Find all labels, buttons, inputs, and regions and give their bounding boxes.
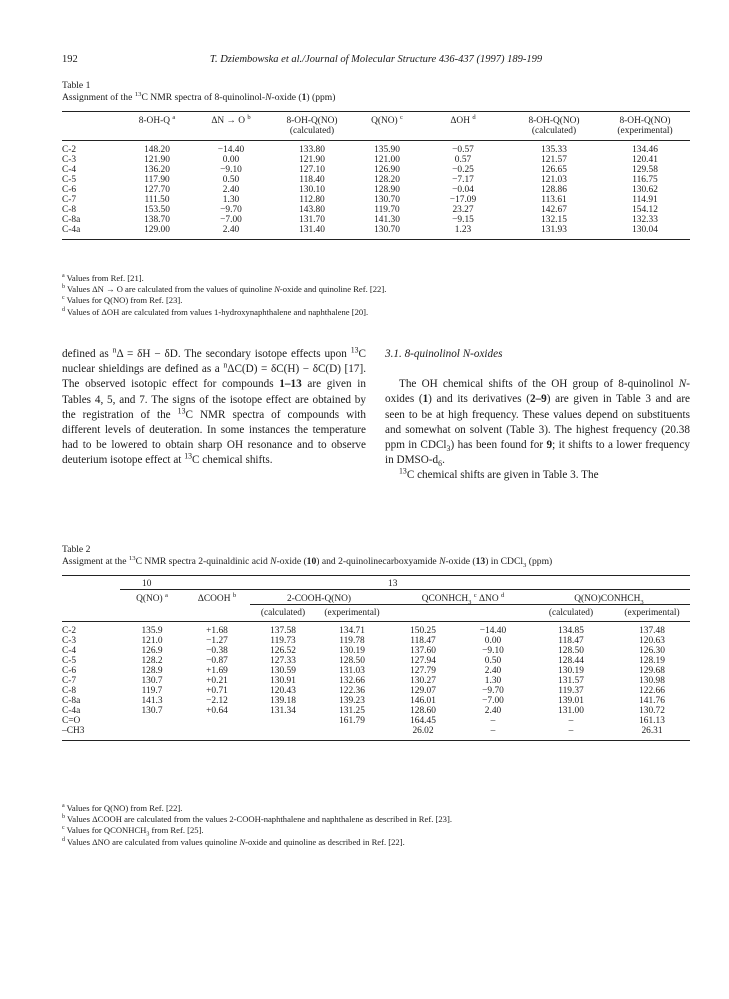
table-cell: 146.01 bbox=[410, 696, 436, 706]
table-cell: −0.25 bbox=[452, 165, 474, 175]
table-cell: 138.70 bbox=[144, 215, 170, 225]
table1-col-head: ΔN → O $^b$ bbox=[194, 112, 268, 127]
table2-col-head: Q(NO) $^a$ bbox=[136, 592, 168, 605]
table-cell: +0.64 bbox=[206, 706, 228, 716]
table-cell: 130.04 bbox=[600, 225, 690, 240]
table-cell: 133.80 bbox=[299, 145, 325, 155]
table-cell bbox=[250, 716, 316, 726]
table-row bbox=[62, 676, 690, 686]
table-cell: 142.67 bbox=[541, 205, 567, 215]
table-cell: 119.78 bbox=[339, 636, 365, 646]
table-row bbox=[62, 225, 690, 240]
table-cell: 0.57 bbox=[454, 155, 472, 165]
table-cell: 141.76 bbox=[639, 696, 665, 706]
table-cell: 126.30 bbox=[639, 646, 665, 656]
table1-col-head: Q(NO) $^c$ bbox=[356, 112, 418, 127]
table2-group-10: 10 bbox=[120, 576, 388, 590]
table-cell: 114.91 bbox=[632, 195, 658, 205]
table-cell bbox=[250, 726, 316, 741]
table-cell: 130.59 bbox=[270, 666, 296, 676]
table-cell: 128.2 bbox=[141, 656, 163, 666]
table-cell: 132.66 bbox=[339, 676, 365, 686]
table-cell: 111.50 bbox=[144, 195, 170, 205]
table-cell: 26.31 bbox=[614, 726, 690, 741]
table-cell: +1.68 bbox=[206, 626, 228, 636]
body-paragraph: defined as $^n$Δ = δH − δD. The secondary isotope effects upon $^{13}$C nuclear shieldings are defined as a $^n$ΔC(D) = δC(H) − δC(D) [17]. The observed isotopic effect for compounds 1–13 are given in Tables 4, 5, and 7. The signs of the isotope effect are obtained by the registration of the $^{13}$C NMR spectra of compounds with different levels of deuteration. In some instances the temperature had to be lowered to obtain sharp OH resonance and to observe deuterium isotope effect at $^{13}$C chemical shifts. bbox=[62, 345, 366, 467]
table-cell: 127.79 bbox=[410, 666, 436, 676]
table-cell: 126.52 bbox=[270, 646, 296, 656]
table-cell: 131.57 bbox=[558, 676, 584, 686]
table2-subheader-row bbox=[62, 605, 690, 622]
table-cell: −7.00 bbox=[220, 215, 242, 225]
row-label: C-7 bbox=[62, 676, 77, 686]
table-cell: 135.9 bbox=[141, 626, 163, 636]
table-cell: 122.66 bbox=[639, 686, 665, 696]
table-cell: 128.50 bbox=[339, 656, 365, 666]
table2-header-row bbox=[62, 590, 690, 605]
table-cell: 139.23 bbox=[339, 696, 365, 706]
table-cell: 131.40 bbox=[268, 225, 356, 240]
table-cell: 131.00 bbox=[558, 706, 584, 716]
table-row bbox=[62, 195, 690, 205]
table-cell: 131.03 bbox=[339, 666, 365, 676]
table-row bbox=[62, 185, 690, 195]
table-cell: 130.19 bbox=[339, 646, 365, 656]
table-cell: −0.57 bbox=[452, 145, 474, 155]
table-cell: 117.90 bbox=[144, 175, 170, 185]
table1-footnote: $^c$ Values for Q(NO) from Ref. [23]. bbox=[62, 295, 183, 306]
table2-footnote: $^b$ Values ΔCOOH are calculated from the values 2-COOH-naphthalene and naphthalene as described in Ref. [23]. bbox=[62, 814, 452, 825]
table-cell: 120.41 bbox=[632, 155, 658, 165]
table-cell: 112.80 bbox=[299, 195, 325, 205]
table-cell: −14.40 bbox=[479, 626, 507, 636]
table-row bbox=[62, 622, 690, 637]
table-row bbox=[62, 716, 690, 726]
table1-footnote: $^b$ Values ΔN → O are calculated from the values of quinoline N-oxide and quinoline Ref. [22]. bbox=[62, 284, 387, 295]
row-label: C-6 bbox=[62, 666, 77, 676]
table2-col-subhead: (experimental) bbox=[614, 605, 690, 622]
table-cell: 121.57 bbox=[541, 155, 567, 165]
table2-col-head: $QCONHCH_3$ $^c$ ΔNO $^d$ bbox=[388, 590, 528, 605]
table-cell: 120.63 bbox=[639, 636, 665, 646]
table-cell: 127.94 bbox=[410, 656, 436, 666]
table-cell: 128.60 bbox=[410, 706, 436, 716]
table2-footnote: $^d$ Values ΔNO are calculated from values quinoline N-oxide and quinoline as described in Ref. [22]. bbox=[62, 836, 405, 847]
table-row bbox=[62, 215, 690, 225]
table-cell: 126.90 bbox=[374, 165, 400, 175]
table-cell: 137.58 bbox=[270, 626, 296, 636]
table-cell: 0.00 bbox=[222, 155, 240, 165]
table-cell: 141.3 bbox=[141, 696, 163, 706]
table-cell: −9.10 bbox=[482, 646, 504, 656]
table1-caption bbox=[62, 80, 335, 104]
table-cell: 134.46 bbox=[632, 145, 658, 155]
table-cell: 131.70 bbox=[299, 215, 325, 225]
row-label: C-2 bbox=[62, 626, 77, 636]
table-cell: 2.40 bbox=[194, 225, 268, 240]
table-cell: 121.90 bbox=[299, 155, 325, 165]
body-paragraph: The OH chemical shifts of the OH group of 8-quinolinol N-oxides (1) and its derivatives (2–9) are given in Table 3 and are seen to be at high frequency. These values depend on substituents and somewhat on solvent (Table 3). The highest frequency (20.38 ppm in CDCl$_3$) has been found for 9; it shifts to a lower frequency in DMSO-$d_6$. bbox=[385, 378, 691, 469]
table-cell: 120.43 bbox=[270, 686, 296, 696]
table1-col-subhead: (experimental) bbox=[600, 126, 690, 141]
table-cell: −9.15 bbox=[452, 215, 474, 225]
row-label: C-4a bbox=[62, 225, 120, 240]
table-cell: +1.69 bbox=[206, 666, 228, 676]
table-cell: – bbox=[528, 726, 614, 741]
table-cell: 143.80 bbox=[299, 205, 325, 215]
table-row bbox=[62, 696, 690, 706]
table-cell: 161.13 bbox=[639, 716, 665, 726]
table-cell: 0.50 bbox=[484, 656, 502, 666]
table-cell: 153.50 bbox=[144, 205, 170, 215]
table-cell: 135.33 bbox=[541, 145, 567, 155]
row-label: C-8 bbox=[62, 686, 77, 696]
table-cell: −2.12 bbox=[206, 696, 228, 706]
table-cell: 129.00 bbox=[120, 225, 194, 240]
table-cell: 135.90 bbox=[374, 145, 400, 155]
table-cell: 136.20 bbox=[144, 165, 170, 175]
table-cell: 121.00 bbox=[374, 155, 400, 165]
table-cell: 113.61 bbox=[541, 195, 567, 205]
table-cell: 134.85 bbox=[558, 626, 584, 636]
table-cell: 129.58 bbox=[632, 165, 658, 175]
row-label: C-5 bbox=[62, 656, 77, 666]
table-row bbox=[62, 656, 690, 666]
table-cell: 129.68 bbox=[639, 666, 665, 676]
journal-citation: T. Dziembowska et al./Journal of Molecular Structure 436-437 (1997) 189-199 bbox=[209, 54, 543, 65]
table-cell: 119.70 bbox=[374, 205, 400, 215]
table2-col-subhead: (calculated) bbox=[528, 605, 614, 622]
table-cell: +0.21 bbox=[206, 676, 228, 686]
table-cell: 130.7 bbox=[141, 676, 163, 686]
table-cell: 126.65 bbox=[541, 165, 567, 175]
table-row bbox=[62, 636, 690, 646]
body-text-right bbox=[385, 347, 690, 484]
table-row bbox=[62, 646, 690, 656]
table-cell: 128.19 bbox=[639, 656, 665, 666]
table1-label: Table 1 bbox=[62, 80, 91, 91]
table1-col-subhead: (calculated) bbox=[268, 126, 356, 141]
table-cell: −7.17 bbox=[452, 175, 474, 185]
table1-col-head: 8-OH-Q $^a$ bbox=[120, 112, 194, 127]
table1-col-head: 8-OH-Q(NO) bbox=[268, 112, 356, 127]
table-cell: 1.30 bbox=[222, 195, 240, 205]
row-label: C-4 bbox=[62, 646, 77, 656]
table1-footnotes bbox=[62, 269, 386, 318]
table2-footnote: $^c$ Values for $QCONHCH_3$ from Ref. [25]. bbox=[62, 825, 204, 839]
table1-footnote: $^a$ Values from Ref. [21]. bbox=[62, 273, 144, 283]
table-cell: 131.34 bbox=[270, 706, 296, 716]
table-row bbox=[62, 165, 690, 175]
table1-title: Assignment of the $^{13}$C NMR spectra of 8-quinolinol-N-oxide (1) (ppm) bbox=[62, 90, 336, 103]
table-cell: 119.37 bbox=[558, 686, 584, 696]
row-label: C-2 bbox=[62, 145, 77, 155]
table-cell: 128.44 bbox=[558, 656, 584, 666]
table-cell: 116.75 bbox=[632, 175, 658, 185]
table-cell: −14.40 bbox=[217, 145, 245, 155]
section-heading: 3.1. 8-quinolinol N-oxides bbox=[385, 348, 503, 360]
row-label: C-3 bbox=[62, 636, 77, 646]
table2-footnote: $^a$ Values for Q(NO) from Ref. [22]. bbox=[62, 803, 183, 813]
row-label: C-8 bbox=[62, 205, 77, 215]
table2-caption bbox=[62, 544, 552, 568]
table-cell: 130.98 bbox=[639, 676, 665, 686]
table2-col-subhead: (calculated) bbox=[250, 605, 316, 622]
table-cell: 128.90 bbox=[374, 185, 400, 195]
table-cell: 131.93 bbox=[508, 225, 600, 240]
table2-group-row bbox=[62, 576, 690, 590]
table1-col-head: 8-OH-Q(NO) bbox=[600, 112, 690, 127]
table-cell: 118.47 bbox=[558, 636, 584, 646]
row-label: C=O bbox=[62, 716, 81, 726]
table-cell: 131.25 bbox=[339, 706, 365, 716]
table-cell: 1.23 bbox=[418, 225, 508, 240]
table-row bbox=[62, 141, 690, 156]
table-row bbox=[62, 155, 690, 165]
table-cell: 126.9 bbox=[141, 646, 163, 656]
table-cell: – bbox=[568, 716, 574, 726]
table2-title: Assigment at the $^{13}$C NMR spectra 2-quinaldinic acid N-oxide (10) and 2-quinolinecarboxyamide N-oxide (13) in CDCl$_3$ (ppm) bbox=[62, 554, 553, 569]
table-cell: 129.07 bbox=[410, 686, 436, 696]
table-cell: 148.20 bbox=[144, 145, 170, 155]
table-cell: 127.10 bbox=[299, 165, 325, 175]
row-label: C-6 bbox=[62, 185, 77, 195]
row-label: C-3 bbox=[62, 155, 77, 165]
table-cell: 0.00 bbox=[484, 636, 502, 646]
table2-label: Table 2 bbox=[62, 544, 91, 555]
table1 bbox=[62, 111, 690, 240]
row-label: C-7 bbox=[62, 195, 77, 205]
table2-col-subhead: (experimental) bbox=[316, 605, 388, 622]
table-cell: 141.30 bbox=[374, 215, 400, 225]
table-cell: −1.27 bbox=[206, 636, 228, 646]
table-cell: −7.00 bbox=[482, 696, 504, 706]
table-cell: 154.12 bbox=[632, 205, 658, 215]
table-cell: −9.10 bbox=[220, 165, 242, 175]
table-cell: 118.47 bbox=[410, 636, 436, 646]
table-cell: 26.02 bbox=[388, 726, 458, 741]
table-cell: 2.40 bbox=[484, 666, 502, 676]
table-cell: 23.27 bbox=[452, 205, 474, 215]
table-cell: 134.71 bbox=[339, 626, 365, 636]
table-cell: 130.72 bbox=[639, 706, 665, 716]
table1-col-subhead: (calculated) bbox=[508, 126, 600, 141]
table-cell: 139.18 bbox=[270, 696, 296, 706]
table-cell: 2.40 bbox=[484, 706, 502, 716]
table-cell bbox=[120, 716, 184, 726]
table-cell: 139.01 bbox=[558, 696, 584, 706]
table-cell: 128.86 bbox=[541, 185, 567, 195]
table-cell: 0.50 bbox=[222, 175, 240, 185]
table-cell bbox=[120, 726, 184, 741]
table2 bbox=[62, 575, 690, 741]
body-text-left bbox=[62, 347, 366, 469]
table-cell: 1.30 bbox=[484, 676, 502, 686]
table1-footnote: $^d$ Values of ΔOH are calculated from values 1-hydroxynaphthalene and naphthalene [20]. bbox=[62, 306, 369, 317]
table-cell: 118.40 bbox=[299, 175, 325, 185]
row-label: C-5 bbox=[62, 175, 77, 185]
row-label: –CH3 bbox=[62, 726, 120, 741]
table-cell: 128.50 bbox=[558, 646, 584, 656]
body-paragraph: $^{13}$C chemical shifts are given in Table 3. The bbox=[399, 466, 599, 482]
table-cell: 137.48 bbox=[639, 626, 665, 636]
table-cell: 127.33 bbox=[270, 656, 296, 666]
table1-col-head: 8-OH-Q(NO) bbox=[508, 112, 600, 127]
table-cell: 130.27 bbox=[410, 676, 436, 686]
row-label: C-4 bbox=[62, 165, 77, 175]
table-cell: −17.09 bbox=[449, 195, 477, 205]
table-row bbox=[62, 706, 690, 716]
table-cell bbox=[184, 716, 250, 726]
table-cell: 127.70 bbox=[144, 185, 170, 195]
table-cell bbox=[316, 726, 388, 741]
table1-col-head: ΔOH $^d$ bbox=[418, 112, 508, 127]
table-cell: 130.91 bbox=[270, 676, 296, 686]
table-cell: −0.87 bbox=[206, 656, 228, 666]
table1-header-row bbox=[62, 112, 690, 127]
table1-subheader-row bbox=[62, 126, 690, 141]
table-cell: −9.70 bbox=[220, 205, 242, 215]
table-row bbox=[62, 175, 690, 185]
row-label: C-8a bbox=[62, 696, 81, 706]
table-cell: 130.19 bbox=[558, 666, 584, 676]
table2-col-head: ΔCOOH $^b$ bbox=[197, 592, 237, 605]
table-cell: 137.60 bbox=[410, 646, 436, 656]
table-cell: 161.79 bbox=[339, 716, 365, 726]
table-cell bbox=[184, 726, 250, 741]
table-cell: 122.36 bbox=[339, 686, 365, 696]
table-cell: 132.33 bbox=[632, 215, 658, 225]
table2-col-head: $Q(NO)CONHCH_3$ bbox=[528, 590, 690, 605]
table-cell: 121.0 bbox=[141, 636, 163, 646]
table-row bbox=[62, 205, 690, 215]
table-cell: −9.70 bbox=[482, 686, 504, 696]
table-cell: 130.70 bbox=[374, 195, 400, 205]
table-cell: 128.9 bbox=[141, 666, 163, 676]
page-number: 192 bbox=[62, 54, 78, 65]
table-cell: 121.90 bbox=[144, 155, 170, 165]
table-cell: 130.70 bbox=[356, 225, 418, 240]
table-cell: 119.73 bbox=[270, 636, 296, 646]
table-cell: −0.38 bbox=[206, 646, 228, 656]
table-cell: +0.71 bbox=[206, 686, 228, 696]
table-cell: 130.62 bbox=[632, 185, 658, 195]
row-label: C-8a bbox=[62, 215, 81, 225]
table2-group-13: 13 bbox=[388, 576, 690, 590]
table-cell: 150.25 bbox=[410, 626, 436, 636]
table-cell: 130.7 bbox=[141, 706, 163, 716]
table-row bbox=[62, 726, 690, 741]
table-cell: 164.45 bbox=[410, 716, 436, 726]
table-row bbox=[62, 686, 690, 696]
table-cell: – bbox=[490, 716, 496, 726]
table-cell: 121.03 bbox=[541, 175, 567, 185]
table2-footnotes bbox=[62, 799, 452, 848]
table-row bbox=[62, 666, 690, 676]
table-cell: – bbox=[458, 726, 528, 741]
table-cell: −0.04 bbox=[452, 185, 474, 195]
table-cell: 132.15 bbox=[541, 215, 567, 225]
table-cell: 119.7 bbox=[141, 686, 163, 696]
table-cell: 130.10 bbox=[299, 185, 325, 195]
table2-col-head: 2-COOH-Q(NO) bbox=[250, 590, 388, 605]
row-label: C-4a bbox=[62, 706, 81, 716]
table-cell: 2.40 bbox=[222, 185, 240, 195]
table-cell: 128.20 bbox=[374, 175, 400, 185]
